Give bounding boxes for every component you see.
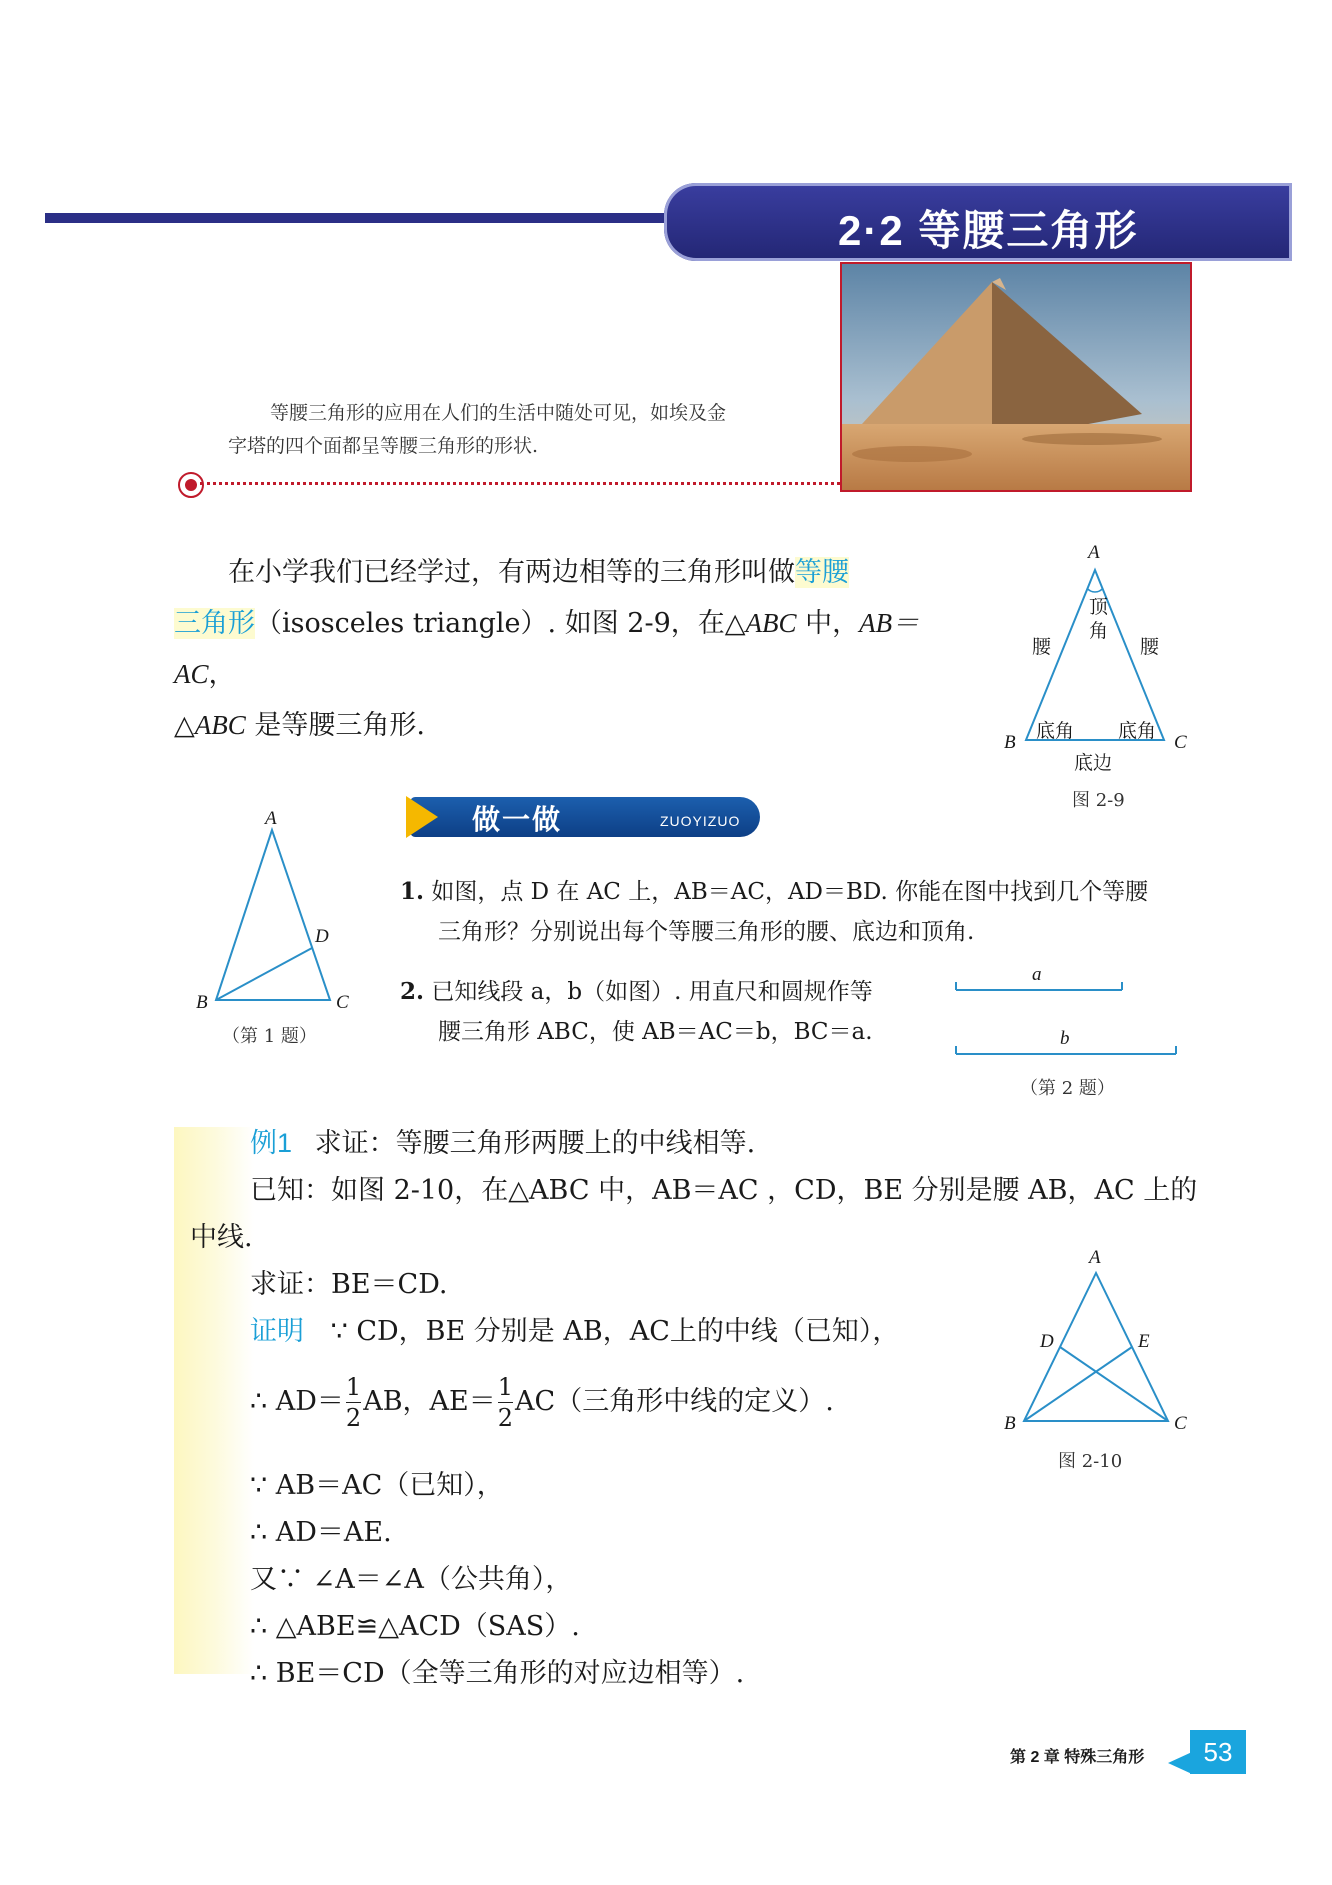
intro-caption: [228, 397, 793, 463]
fraction-2-den: 2: [497, 1404, 514, 1432]
def-text-c: 中，: [796, 608, 860, 639]
fig29-base-angle-right: 底角: [1118, 720, 1157, 742]
q1-line-1: 如图，点 D 在 AC 上，AB＝AC，AD＝BD. 你能在图中找到几个等腰: [431, 879, 1149, 905]
play-arrow-icon: [406, 796, 438, 838]
q1-number: 1.: [400, 878, 425, 905]
q2-line-1: 已知线段 a，b（如图）. 用直尺和圆规作等: [431, 979, 873, 1005]
q2fig-label-a: a: [1032, 964, 1042, 985]
q1fig-label-a: A: [265, 808, 277, 829]
def-text-d: ，: [208, 659, 236, 690]
def-text-a: 在小学我们已经学过，有两边相等的三角形叫做: [228, 557, 795, 588]
definition-paragraph: [174, 548, 964, 751]
proof-step-7: ∴ BE＝CD（全等三角形的对应边相等）.: [250, 1658, 745, 1689]
footer-chapter: 第 2 章 特殊三角形: [1010, 1749, 1145, 1766]
figure-2-9: [990, 540, 1210, 820]
def-text-e: △: [174, 710, 195, 741]
pyramid-photo: [840, 262, 1192, 492]
fig210-label-c: C: [1174, 1413, 1187, 1434]
fig29-label-a: A: [1088, 542, 1100, 563]
proof-label: 证明: [250, 1316, 304, 1346]
fig210-caption: 图 2-10: [1058, 1451, 1123, 1472]
fig29-caption: 图 2-9: [1072, 790, 1125, 811]
fig29-leg-left: 腰: [1032, 636, 1052, 658]
q1fig-label-d: D: [315, 926, 329, 947]
fig29-apex-bottom: 角: [1089, 620, 1109, 642]
caption-line-2: 字塔的四个面都呈等腰三角形的形状.: [228, 435, 539, 457]
q1-line-2: 三角形？分别说出每个等腰三角形的腰、底边和顶角.: [438, 919, 975, 945]
example-label: 例1: [250, 1128, 293, 1158]
proof-step-2-post: AC（三角形中线的定义）.: [515, 1386, 834, 1417]
q2fig-label-b: b: [1060, 1028, 1070, 1049]
def-text-f: 是等腰三角形.: [245, 710, 425, 741]
dotted-divider: [200, 482, 840, 485]
q2fig-caption: （第 2 题）: [1020, 1078, 1115, 1099]
proof-step-6: ∴ △ABE≌△ACD（SAS）.: [250, 1611, 580, 1642]
page-number-pointer: [1168, 1752, 1192, 1774]
def-term-2: 三角形: [174, 608, 255, 639]
figure-2-10: [1000, 1245, 1210, 1480]
q1fig-label-c: C: [336, 992, 349, 1013]
red-bullet-icon: [178, 472, 204, 498]
def-term-1: 等腰: [795, 557, 849, 588]
figure-q1: [190, 808, 370, 1053]
proof-step-1-text: ∵ CD，BE 分别是 AB，AC上的中线（已知），: [330, 1316, 900, 1347]
def-abc: ABC: [745, 608, 797, 638]
example-claim-text: 求证：等腰三角形两腰上的中线相等.: [314, 1128, 756, 1159]
fig210-label-d: D: [1040, 1331, 1054, 1352]
def-text-b: （isosceles triangle）. 如图 2-9，在△: [255, 608, 746, 639]
fig29-base: 底边: [1074, 752, 1113, 774]
fig210-label-e: E: [1138, 1331, 1150, 1352]
question-1: [400, 872, 1200, 952]
fraction-2: [498, 1372, 513, 1433]
fig210-label-b: B: [1004, 1413, 1016, 1434]
proof-step-2-mid: AB，AE＝: [363, 1386, 496, 1417]
page-number: 53: [1190, 1730, 1246, 1774]
q1fig-caption: （第 1 题）: [222, 1026, 317, 1047]
fraction-1-den: 2: [345, 1404, 362, 1432]
figure-q2: [950, 960, 1190, 1100]
fig29-base-angle-left: 底角: [1036, 720, 1075, 742]
example-claim: [250, 1120, 1200, 1167]
q1fig-label-b: B: [196, 992, 208, 1013]
proof-step-3: ∵ AB＝AC（已知），: [250, 1470, 504, 1501]
fraction-1: [346, 1372, 361, 1433]
example-prove: 求证：BE＝CD.: [250, 1269, 448, 1300]
example-given-2: 中线.: [190, 1222, 253, 1253]
caption-line-1: 等腰三角形的应用在人们的生活中随处可见，如埃及金: [270, 402, 727, 424]
q2-number: 2.: [400, 978, 425, 1005]
q2-line-2: 腰三角形 ABC，使 AB＝AC＝b，BC＝a.: [438, 1019, 873, 1045]
fig29-leg-right: 腰: [1140, 636, 1160, 658]
proof-step-2-pre: ∴ AD＝: [250, 1386, 344, 1417]
zuoyizuo-title: 做一做: [472, 803, 563, 836]
fig210-label-a: A: [1089, 1247, 1101, 1268]
def-eq: AB＝AC: [174, 608, 920, 689]
fraction-1-num: 1: [345, 1373, 362, 1401]
example-given-1: 已知：如图 2-10，在△ABC 中，AB＝AC ，CD，BE 分别是腰 AB，AC 上的: [250, 1175, 1198, 1206]
zuoyizuo-pinyin: ZUOYIZUO: [660, 813, 741, 829]
proof-step-5: 又∵ ∠A＝∠A（公共角），: [250, 1564, 573, 1595]
fraction-2-num: 1: [497, 1373, 514, 1401]
def-abc-2: ABC: [194, 710, 246, 740]
fig29-label-c: C: [1174, 732, 1187, 753]
fig29-label-b: B: [1004, 732, 1016, 753]
section-title: 2·2 等腰三角形: [838, 207, 1139, 254]
fig29-apex-top: 顶: [1089, 596, 1109, 618]
proof-step-4: ∴ AD＝AE.: [250, 1517, 392, 1548]
question-2: [400, 972, 940, 1052]
header-rule: [45, 213, 685, 223]
